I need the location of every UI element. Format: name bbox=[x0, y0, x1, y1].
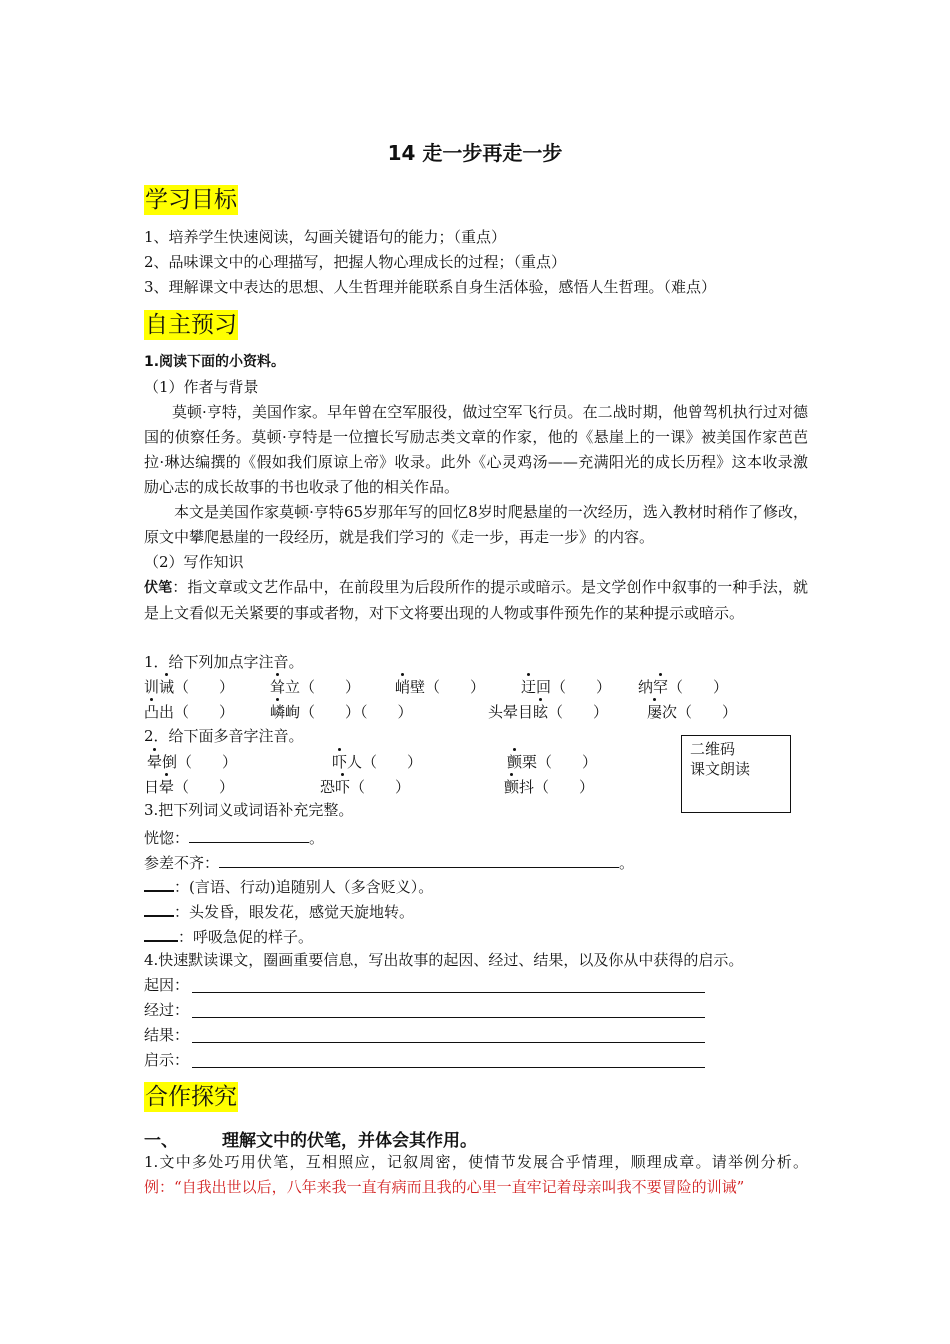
author-paragraph-2: 本文是美国作家莫顿·亨特65岁那年写的回忆8岁时爬悬崖的一次经历，选入教材时稍作了修改，原文中攀爬悬崖的一段经历，就是我们学习的《走一步，再走一步》的内容。 bbox=[144, 503, 808, 546]
word-def-item: ：头发昏，眼发花，感觉天旋地转。 bbox=[144, 899, 414, 924]
word-def-item: ：呼吸急促的样子。 bbox=[144, 924, 313, 949]
foreshadow-definition bbox=[144, 575, 808, 626]
answer-line[interactable] bbox=[192, 991, 705, 993]
qr-sublabel: 课文朗读 bbox=[690, 760, 751, 778]
question-2-heading: 2．给下面多音字注音。 bbox=[144, 727, 304, 745]
goal-item: 3、理解课文中表达的思想、人生哲理并能联系自身生活体验，感悟人生哲理。（难点） bbox=[144, 278, 717, 296]
word-fill-item: 恍惚： 。 bbox=[144, 826, 324, 850]
polyphone-item[interactable]: 颤栗（ ） bbox=[507, 753, 598, 771]
foreshadow-label: 伏笔 bbox=[144, 580, 173, 596]
question-text: 1.文中多处巧用伏笔，互相照应，记叙周密，使情节发展合乎情理，顺理成章。请举例分析。 bbox=[144, 1153, 808, 1171]
word-def-item: ：(言语、行动)追随别人（多含贬义）。 bbox=[144, 874, 433, 899]
explore-question-1 bbox=[144, 1150, 808, 1200]
goal-item: 1、培养学生快速阅读，勾画关键语句的能力；（重点） bbox=[144, 228, 507, 246]
read-heading: 1.阅读下面的小资料。 bbox=[144, 354, 286, 370]
polyphone-item[interactable]: 日晕（ ） bbox=[144, 778, 235, 796]
question-4-heading: 4.快速默读课文，圈画重要信息，写出故事的起因、经过、结果，以及你从中获得的启示。 bbox=[144, 951, 744, 969]
answer-line[interactable] bbox=[192, 1016, 705, 1018]
polyphone-item[interactable]: 晕倒（ ） bbox=[147, 753, 238, 771]
pinyin-item[interactable]: 嶙峋（ ）（ ） bbox=[270, 703, 413, 721]
pinyin-item[interactable]: 耸立（ ） bbox=[270, 678, 361, 696]
question-1-heading: 1．给下列加点字注音。 bbox=[144, 653, 304, 671]
answer-blank[interactable] bbox=[144, 924, 178, 942]
section-heading-goals: 学习目标 bbox=[145, 187, 237, 213]
pinyin-item[interactable]: 屡次（ ） bbox=[647, 703, 738, 721]
word-fill-item: 参差不齐： 。 bbox=[144, 851, 634, 875]
pinyin-item[interactable]: 训诫（ ） bbox=[144, 678, 235, 696]
answer-blank[interactable] bbox=[219, 851, 619, 868]
pinyin-item[interactable]: 迂回（ ） bbox=[521, 678, 612, 696]
pinyin-item[interactable]: 峭壁（ ） bbox=[395, 678, 486, 696]
pinyin-item[interactable]: 凸出（ ） bbox=[144, 703, 235, 721]
answer-line[interactable] bbox=[192, 1041, 705, 1043]
writing-heading: （2）写作知识 bbox=[144, 553, 244, 571]
qr-label: 二维码 bbox=[690, 740, 736, 758]
foreshadow-text: ：指文章或文艺作品中，在前段里为后段所作的提示或暗示。是文学创作中叙事的一种手法，就是上文看似无关紧要的事或者物，对下文将要出现的人物或事件预先作的某种提示或暗示。 bbox=[144, 578, 808, 622]
explore-subheading bbox=[144, 1126, 477, 1151]
answer-label-process: 经过： bbox=[144, 1001, 190, 1019]
answer-label-cause: 起因： bbox=[144, 976, 190, 994]
pinyin-item[interactable]: 头晕目眩（ ） bbox=[488, 703, 609, 721]
answer-label-insight: 启示： bbox=[144, 1051, 190, 1069]
answer-label-result: 结果： bbox=[144, 1026, 190, 1044]
pinyin-item[interactable]: 纳罕（ ） bbox=[638, 678, 729, 696]
qr-code-box[interactable] bbox=[681, 735, 791, 813]
answer-blank[interactable] bbox=[144, 874, 174, 892]
answer-blank[interactable] bbox=[144, 899, 174, 917]
answer-line[interactable] bbox=[192, 1066, 705, 1068]
example-quote: 例：“自我出世以后，八年来我一直有病而且我的心里一直牢记着母亲叫我不要冒险的训诫” bbox=[144, 1178, 745, 1196]
answer-blank[interactable] bbox=[189, 826, 309, 843]
goal-item: 2、品味课文中的心理描写，把握人物心理成长的过程；（重点） bbox=[144, 253, 567, 271]
polyphone-item[interactable]: 恐吓（ ） bbox=[320, 778, 411, 796]
polyphone-item[interactable]: 吓人（ ） bbox=[332, 753, 423, 771]
page-title: 14 走一步再走一步 bbox=[387, 141, 563, 165]
polyphone-item[interactable]: 颤抖（ ） bbox=[504, 778, 595, 796]
subheading-text: 理解文中的伏笔，并体会其作用。 bbox=[222, 1131, 477, 1151]
author-paragraph-1: 莫顿·亨特，美国作家。早年曾在空军服役，做过空军飞行员。在二战时期，他曾驾机执行过对德国的侦察任务。莫顿·亨特是一位擅长写励志类文章的作家，他的《悬崖上的一课》被美国作家芭芭拉·琳达编撰的《假如我们原谅上帝》收录。此外《心灵鸡汤——充满阳光的成长历程》这本收录激励心志的成长故事的书也收录了他的相关作品。 bbox=[144, 403, 808, 496]
question-3-heading: 3.把下列词义或词语补充完整。 bbox=[144, 801, 354, 819]
section-heading-preview: 自主预习 bbox=[145, 312, 237, 338]
subheading-number: 一、 bbox=[144, 1131, 178, 1151]
author-heading: （1）作者与背景 bbox=[144, 378, 259, 396]
section-heading-explore: 合作探究 bbox=[145, 1084, 237, 1110]
